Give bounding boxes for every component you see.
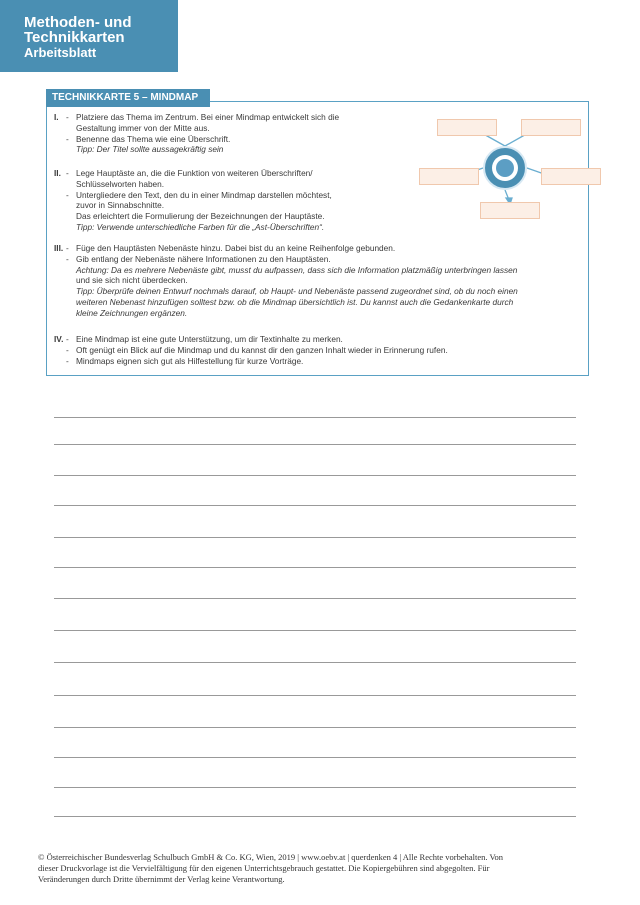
bullet-dash: - — [66, 334, 69, 344]
section-numeral: I. — [54, 112, 59, 122]
mindmap-branch-box — [480, 202, 540, 219]
instruction-text: Mindmaps eignen sich gut als Hilfestellung für kurze Vorträge. — [76, 355, 304, 366]
instruction-text: Untergliedere den Text, den du in einer Mindmap darstellen möchtest, — [76, 189, 332, 200]
footer-line-3: Veränderungen durch Dritte übernimmt der Verlag keine Verantwortung. — [38, 873, 285, 884]
section-numeral: IV. — [54, 334, 64, 344]
instruction-text: Gib entlang der Nebenäste nähere Informationen zu den Hauptästen. — [76, 253, 331, 264]
writing-line — [54, 598, 576, 599]
mindmap-branch-box — [419, 168, 479, 185]
tip-text: kleine Zeichnungen ergänzen. — [76, 307, 188, 318]
instruction-text: Lege Hauptäste an, die die Funktion von weiteren Überschriften/ — [76, 168, 313, 178]
instruction-text: Füge den Hauptästen Nebenäste hinzu. Dabei bist du an keine Reihenfolge gebunden. — [76, 243, 396, 253]
copyright-footer — [38, 852, 583, 884]
header-line-3: Arbeitsblatt — [24, 45, 97, 60]
footer-line-2: dieser Druckvorlage ist die Vervielfältigung für den eigenen Unterrichtsgebrauch gestattet. Die Kopiergebühren sind abgegolten. Für — [38, 862, 490, 873]
bullet-dash: - — [66, 253, 69, 264]
instruction-text: Schlüsselworten haben. — [76, 178, 165, 189]
writing-line — [54, 757, 576, 758]
writing-line — [54, 417, 576, 418]
writing-line — [54, 537, 576, 538]
mindmap-branch-box — [521, 119, 581, 136]
instruction-text: Das erleichtert die Formulierung der Bezeichnungen der Hauptäste. — [76, 211, 325, 222]
bullet-dash: - — [66, 133, 69, 144]
section-numeral: II. — [54, 168, 61, 178]
footer-line-1: © Österreichischer Bundesverlag Schulbuch GmbH & Co. KG, Wien, 2019 | www.oebv.at | querdenken 4 | Alle Rechte vorbehalten. Von — [38, 852, 504, 862]
tip-text: Tipp: Verwende unterschiedliche Farben für die „Ast-Überschriften“. — [76, 221, 325, 232]
bullet-dash: - — [66, 112, 69, 122]
writing-line — [54, 475, 576, 476]
writing-line — [54, 630, 576, 631]
writing-line — [54, 662, 576, 663]
tip-text: Achtung: Da es mehrere Nebenäste gibt, musst du aufpassen, dass sich die Information platzmäßig unterbringen lassen — [76, 264, 518, 275]
instruction-text: Platziere das Thema im Zentrum. Bei einer Mindmap entwickelt sich die — [76, 112, 340, 122]
instruction-text: und sie sich nicht überdecken. — [76, 275, 188, 286]
mindmap-branch-box — [541, 168, 601, 185]
bullet-dash: - — [66, 189, 69, 200]
bullet-dash: - — [66, 168, 69, 178]
writing-line — [54, 567, 576, 568]
header-line-2: Technikkarten — [24, 29, 125, 46]
tip-text: Tipp: Der Titel sollte aussagekräftig sein — [76, 144, 224, 155]
writing-line — [54, 505, 576, 506]
tip-text: Tipp: Überprüfe deinen Entwurf nochmals darauf, ob Haupt- und Nebenäste passend zugeordnet sind, ob du noch einen — [76, 286, 518, 297]
instruction-text: Gestaltung immer von der Mitte aus. — [76, 122, 210, 133]
writing-line — [54, 816, 576, 817]
bullet-dash: - — [66, 243, 69, 253]
section-numeral: III. — [54, 243, 64, 253]
writing-line — [54, 727, 576, 728]
bullet-dash: - — [66, 355, 69, 366]
un-emblem-icon — [483, 146, 527, 190]
instruction-text: Eine Mindmap ist eine gute Unterstützung, um dir Textinhalte zu merken. — [76, 334, 343, 344]
writing-line — [54, 444, 576, 445]
card-title: TECHNIKKARTE 5 – MINDMAP — [46, 89, 210, 107]
tip-text: weiteren Nebenast hinzufügen solltest bzw. ob die Mindmap übersichtlich ist. Du kannst auch die Gedankenkarte durch — [76, 296, 514, 307]
instruction-text: zuvor in Sinnabschnitte. — [76, 200, 165, 211]
writing-line — [54, 787, 576, 788]
header-line-1: Methoden- und — [24, 14, 132, 31]
instruction-text: Benenne das Thema wie eine Überschrift. — [76, 133, 231, 144]
bullet-dash: - — [66, 344, 69, 355]
writing-line — [54, 695, 576, 696]
mindmap-branch-box — [437, 119, 497, 136]
instruction-text: Oft genügt ein Blick auf die Mindmap und du kannst dir den ganzen Inhalt wieder in Erinnerung rufen. — [76, 344, 448, 355]
